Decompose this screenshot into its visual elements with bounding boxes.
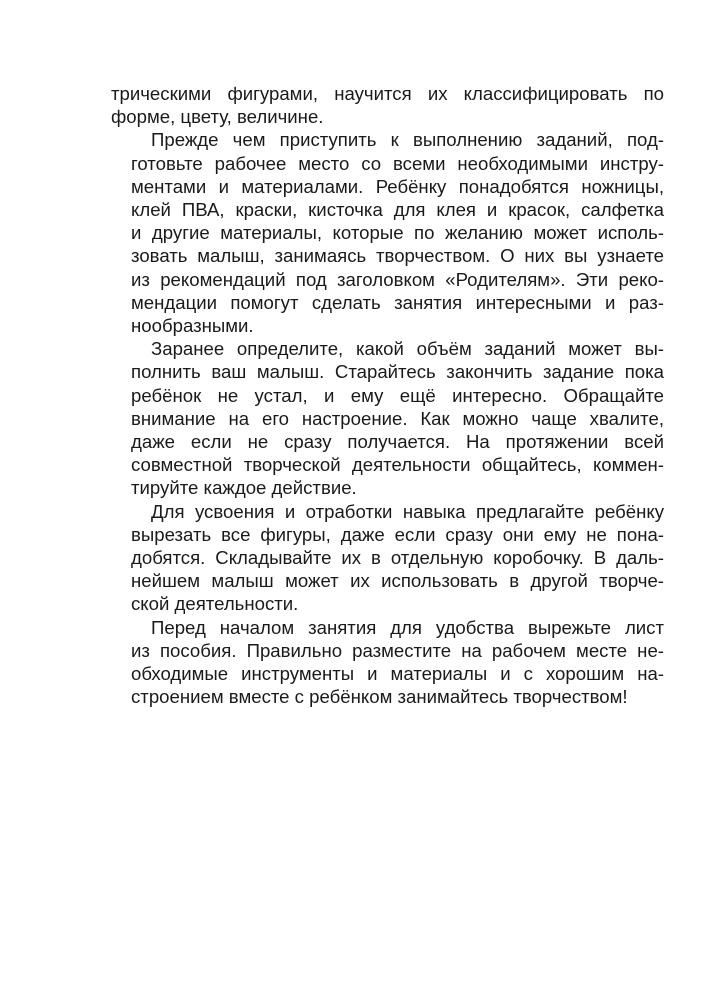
text-line: ментами и материалами. Ребёнку понадобятся ножницы, bbox=[131, 175, 664, 197]
text-line: клей ПВА, краски, кисточка для клея и красок, салфетка bbox=[131, 199, 664, 221]
text-line: добятся. Складывайте их в отдельную коробочку. В даль- bbox=[131, 547, 664, 569]
text-line: из рекомендаций под заголовком «Родителям». Эти реко- bbox=[131, 268, 664, 290]
text-line: Перед началом занятия для удобства вырежьте лист bbox=[151, 616, 664, 638]
paragraph-2 bbox=[111, 128, 664, 337]
text-line: полнить ваш малыш. Старайтесь закончить задание пока bbox=[131, 361, 664, 383]
text-line: даже если не сразу получается. На протяжении всей bbox=[131, 431, 664, 453]
text-line: нообразными. bbox=[131, 315, 254, 337]
text-line: форме, цвету, величине. bbox=[111, 106, 324, 128]
text-line: строением вместе с ребёнком занимайтесь творчеством! bbox=[131, 686, 628, 708]
text-line: мендации помогут сделать занятия интересными и раз- bbox=[131, 291, 664, 313]
text-line: нейшем малыш может их использовать в другой творче- bbox=[131, 570, 664, 592]
text-line: обходимые инструменты и материалы и с хорошим на- bbox=[131, 663, 664, 685]
text-line: тируйте каждое действие. bbox=[131, 477, 357, 499]
paragraph-1 bbox=[111, 82, 664, 128]
text-line: вырезать все фигуры, даже если сразу они ему не пона- bbox=[131, 523, 664, 545]
text-line: Прежде чем приступить к выполнению заданий, под- bbox=[151, 129, 664, 151]
paragraph-5 bbox=[111, 616, 664, 709]
text-line: из пособия. Правильно разместите на рабочем месте не- bbox=[131, 639, 664, 661]
text-line: внимание на его настроение. Как можно чаще хвалите, bbox=[131, 407, 664, 429]
text-line: ской деятельности. bbox=[131, 593, 299, 615]
page-body bbox=[111, 82, 664, 708]
paragraph-3 bbox=[111, 337, 664, 499]
text-line: ребёнок не устал, и ему ещё интересно. Обращайте bbox=[131, 384, 664, 406]
text-line: готовьте рабочее место со всеми необходимыми инстру- bbox=[131, 152, 664, 174]
text-line: Заранее определите, какой объём заданий может вы- bbox=[151, 338, 664, 360]
text-line: трическими фигурами, научится их классифицировать по bbox=[111, 83, 664, 104]
text-line: зовать малыш, занимаясь творчеством. О них вы узнаете bbox=[131, 245, 664, 267]
text-line: Для усвоения и отработки навыка предлагайте ребёнку bbox=[151, 500, 664, 522]
text-line: и другие материалы, которые по желанию может исполь- bbox=[131, 222, 664, 244]
paragraph-4 bbox=[111, 500, 664, 616]
text-line: совместной творческой деятельности общайтесь, коммен- bbox=[131, 454, 664, 476]
